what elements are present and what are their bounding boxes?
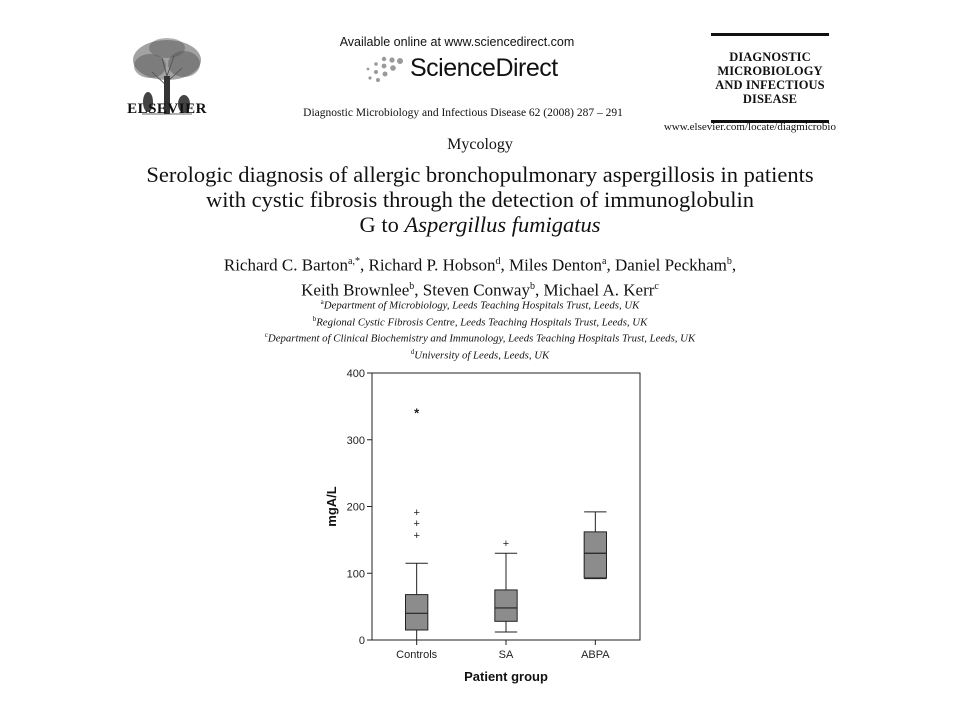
title-line: with cystic fibrosis through the detection of immunoglobulin xyxy=(205,187,755,212)
outlier-marker: + xyxy=(413,518,420,531)
affiliation-mark: a xyxy=(320,298,324,306)
box-abpa xyxy=(584,532,606,578)
author-affiliation-mark: d xyxy=(495,256,501,267)
affiliation-text: University of Leeds, Leeds, UK xyxy=(414,349,550,362)
author-name: Miles Denton xyxy=(509,255,603,275)
box-sa xyxy=(495,590,517,621)
author-affiliation-mark: b xyxy=(409,280,415,292)
available-online-text: Available online at www.sciencedirect.com xyxy=(339,35,575,49)
journal-title-line: AND INFECTIOUS xyxy=(715,78,825,92)
affiliation-text: Regional Cystic Fibrosis Centre, Leeds Teaching Hospitals Trust, Leeds, UK xyxy=(316,316,648,329)
title-line xyxy=(120,212,840,237)
title-text: G to xyxy=(359,212,405,237)
affiliation-mark: d xyxy=(410,347,415,356)
author-affiliation-mark: b xyxy=(529,280,535,292)
journal-url: www.elsevier.com/locate/diagmicrobio xyxy=(663,121,836,133)
author-affiliation-mark: a xyxy=(602,256,607,267)
journal-title-line: MICROBIOLOGY xyxy=(717,64,823,78)
affiliation-mark: c xyxy=(264,331,268,340)
outlier-marker: + xyxy=(502,538,510,551)
y-tick-label: 200 xyxy=(346,501,365,514)
affiliation-text: Department of Clinical Biochemistry and Immunology, Leeds Teaching Hospitals Trust, Leeds, UK xyxy=(267,332,696,345)
author-list: Richard C. Barton$^{a,*}$, Richard P. Hobson$^d$, Miles Denton$^a$, Daniel Peckham$^b$, Keith Brownlee$^b$, Steven Conway$^b$, Michael A. Kerr$^c$ xyxy=(223,255,737,300)
extreme-marker: * xyxy=(414,405,420,421)
y-tick-label: 400 xyxy=(346,368,365,380)
author-name: Michael A. Kerr xyxy=(543,280,655,300)
author-affiliation-mark: c xyxy=(654,280,659,292)
author-name: Daniel Peckham xyxy=(615,255,727,275)
author-name: Richard C. Barton xyxy=(223,255,349,275)
y-tick-label: 300 xyxy=(346,434,365,447)
title-organism: Aspergillus fumigatus xyxy=(404,212,601,237)
y-tick-label: 100 xyxy=(346,568,365,581)
journal-title-line: DIAGNOSTIC xyxy=(729,50,811,64)
sciencedirect-wordmark: ScienceDirect xyxy=(410,54,558,82)
author-name: Richard P. Hobson xyxy=(368,255,496,275)
x-axis-title: Patient group xyxy=(464,669,548,684)
affiliation xyxy=(120,313,840,330)
boxplot-chart xyxy=(300,360,660,690)
journal-citation: Diagnostic Microbiology and Infectious Disease 62 (2008) 287 – 291 xyxy=(303,107,623,119)
affiliation-list xyxy=(120,296,840,362)
x-tick-label: SA xyxy=(498,649,514,661)
publisher-name: ELSEVIER xyxy=(127,101,207,117)
sciencedirect-dots-icon xyxy=(362,55,406,83)
journal-title-box xyxy=(711,33,829,123)
author-affiliation-mark: b xyxy=(726,256,732,267)
article-title xyxy=(120,162,840,237)
author-name: Steven Conway xyxy=(422,280,530,300)
author-name: Keith Brownlee xyxy=(301,280,410,300)
title-line: Serologic diagnosis of allergic bronchopulmonary aspergillosis in patients xyxy=(146,162,814,187)
affiliation xyxy=(120,296,840,313)
affiliation-text: Department of Microbiology, Leeds Teaching Hospitals Trust, Leeds, UK xyxy=(323,299,640,312)
outlier-marker: + xyxy=(413,530,420,543)
x-tick-label: Controls xyxy=(396,649,438,661)
journal-title-line: DISEASE xyxy=(742,92,798,106)
affiliation xyxy=(120,329,840,346)
affiliation-mark: b xyxy=(312,314,317,323)
x-tick-label: ABPA xyxy=(581,649,610,661)
box-controls xyxy=(406,595,428,630)
y-axis-title: mgA/L xyxy=(324,486,339,527)
y-tick-label: 0 xyxy=(358,635,365,647)
section-label: Mycology xyxy=(447,136,513,153)
outlier-marker: + xyxy=(413,506,420,519)
author-affiliation-mark: a,* xyxy=(348,256,360,267)
